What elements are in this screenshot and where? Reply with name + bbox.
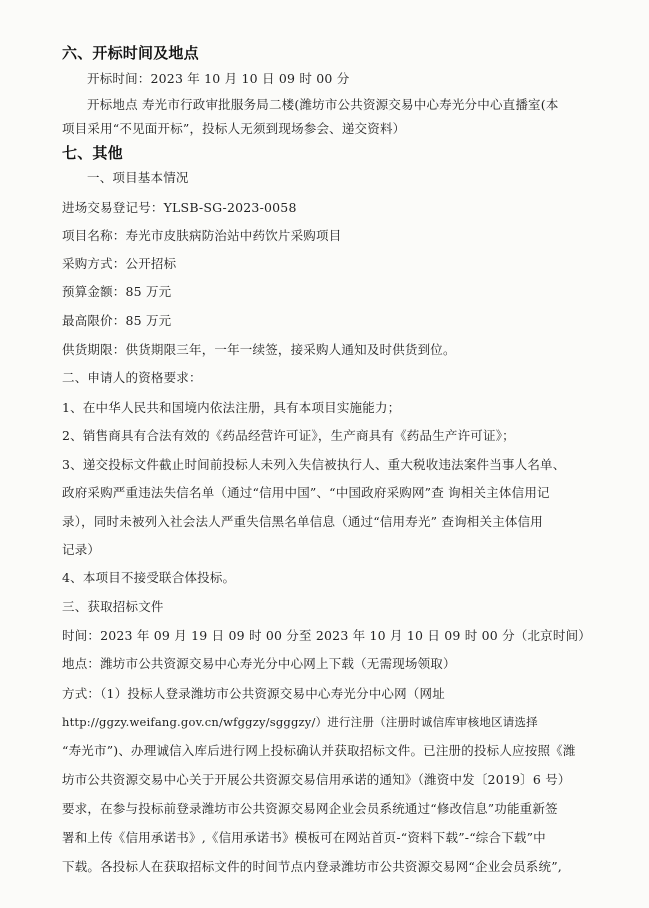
procurement-method: 采购方式：公开招标: [62, 256, 177, 271]
qualification-title: 二、申请人的资格要求：: [62, 370, 202, 385]
section-6-heading: 六、开标时间及地点: [62, 44, 199, 62]
project-name: 项目名称：寿光市皮肤病防治站中药饮片采购项目: [62, 228, 342, 243]
method-line-3: “寿光市”)、办理诚信入库后进行网上投标确认并获取招标文件。已注册的投标人应按照《潍: [62, 743, 576, 758]
documents-time: 时间：2023 年 09 月 19 日 09 时 00 分至 2023 年 10 月 10 日 09 时 00 分（北京时间）: [62, 628, 591, 643]
method-line-7: 下载。各投标人在获取招标文件的时间节点内登录潍坊市公共资源交易网“企业会员系统”,: [62, 859, 562, 874]
open-place-line-2: 项目采用“不见面开标”，投标人无须到现场参会、递交资料）: [62, 121, 406, 136]
method-line-1: 方式：（1）投标人登录潍坊市公共资源交易中心寿光分中心网（网址: [62, 686, 445, 701]
open-time: 开标时间：2023 年 10 月 10 日 09 时 00 分: [87, 71, 350, 86]
section-7-heading: 七、其他: [62, 144, 123, 162]
qualification-2: 2、销售商具有合法有效的《药品经营许可证》，生产商具有《药品生产许可证》；: [62, 428, 515, 443]
method-line-4: 坊市公共资源交易中心关于开展公共资源交易信用承诺的通知》（潍资中发〔2019〕6 号）: [62, 772, 571, 787]
max-price: 最高限价：85 万元: [62, 313, 172, 328]
get-documents-title: 三、获取招标文件: [62, 599, 164, 614]
open-place-line-1: 开标地点 寿光市行政审批服务局二楼(潍坊市公共资源交易中心寿光分中心直播室(本: [87, 97, 559, 112]
documents-place: 地点：潍坊市公共资源交易中心寿光分中心网上下载（无需现场领取）: [62, 656, 456, 671]
basic-info-title: 一、项目基本情况: [87, 170, 189, 185]
qualification-3-line-3: 录），同时未被列入社会法人严重失信黑名单信息（通过“信用寿光” 查询相关主体信用: [62, 514, 544, 529]
registration-number: 进场交易登记号：YLSB-SG-2023-0058: [62, 200, 297, 215]
qualification-1: 1、在中华人民共和国境内依法注册，具有本项目实施能力；: [62, 400, 401, 415]
qualification-3-line-1: 3、递交投标文件截止时间前投标人未列入失信被执行人、重大税收违法案件当事人名单、: [62, 457, 566, 472]
supply-period: 供货期限：供货期限三年，一年一续签，接采购人通知及时供货到位。: [62, 342, 456, 357]
method-line-5: 要求，在参与投标前登录潍坊市公共资源交易网企业会员系统通过“修改信息”功能重新签: [62, 801, 558, 816]
qualification-3-line-4: 记录）: [62, 542, 101, 557]
qualification-4: 4、本项目不接受联合体投标。: [62, 570, 236, 585]
budget-amount: 预算金额：85 万元: [62, 284, 172, 299]
method-line-6: 署和上传《信用承诺书》,《信用承诺书》模板可在网站首页-“资料下载”-“综合下载”中: [62, 830, 546, 845]
method-line-2: http://ggzy.weifang.gov.cn/wfggzy/sgggzy/）进行注册（注册时诚信库审核地区请选择: [62, 715, 538, 729]
qualification-3-line-2: 政府采购严重违法失信名单（通过“信用中国”、“中国政府采购网”查 询相关主体信用记: [62, 485, 550, 500]
